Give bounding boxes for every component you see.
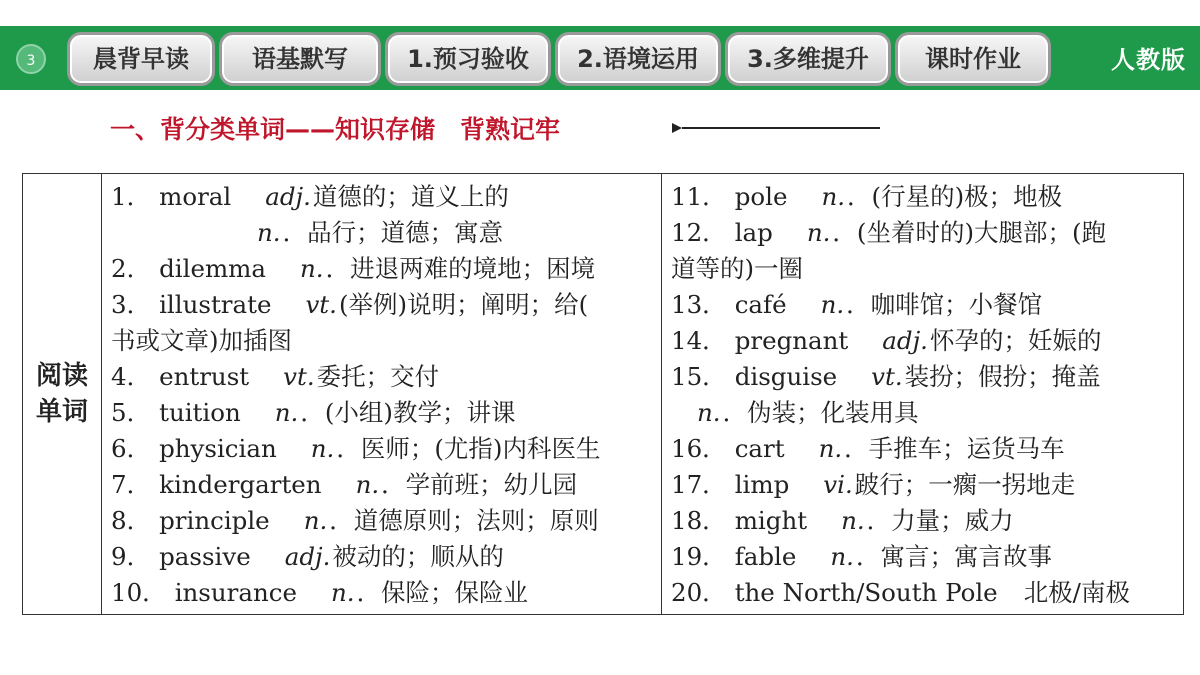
tab-multi-improve[interactable]: 3.多维提升 xyxy=(725,32,891,86)
list-item: 18． might n.．力量；威力 xyxy=(671,506,1014,535)
list-item: 1． moral adj.道德的；道义上的 n.．品行；道德；寓意 xyxy=(111,182,509,247)
list-item: 8． principle n.．道德原则；法则；原则 xyxy=(111,506,599,535)
category-cell xyxy=(23,174,102,615)
list-item: 19． fable n.．寓言；寓言故事 xyxy=(671,542,1052,571)
list-item: 3． illustrate vt.(举例)说明；阐明；给( 书或文章)加插图 xyxy=(111,290,589,355)
tab-morning-reading[interactable]: 晨背早读 xyxy=(67,32,215,86)
tab-homework[interactable]: 课时作业 xyxy=(895,32,1051,86)
tab-basic-dictation[interactable]: 语基默写 xyxy=(219,32,381,86)
brand-label: 人教版 xyxy=(1111,45,1186,74)
list-item: 11． pole n.．(行星的)极；地极 xyxy=(671,182,1063,211)
list-item: 2． dilemma n.．进退两难的境地；困境 xyxy=(111,254,596,283)
list-item: 7． kindergarten n.．学前班；幼儿园 xyxy=(111,470,578,499)
tab-context-use[interactable]: 2.语境运用 xyxy=(555,32,721,86)
list-item: 5． tuition n.．(小组)教学；讲课 xyxy=(111,398,516,427)
vocab-table xyxy=(22,173,1184,615)
list-item: 10． insurance n.．保险；保险业 xyxy=(111,578,529,607)
tab-preview-check[interactable]: 1.预习验收 xyxy=(385,32,551,86)
page-number-badge: 3 xyxy=(16,44,46,74)
list-item: 6． physician n.．医师；(尤指)内科医生 xyxy=(111,434,601,463)
list-item: 12． lap n.．(坐着时的)大腿部；(跑 道等的)一圈 xyxy=(671,218,1107,283)
section-title: 一、背分类单词——知识存储 背熟记牢 xyxy=(110,115,561,144)
list-item: 15． disguise vt.装扮；假扮；掩盖 n.．伪装；化装用具 xyxy=(671,362,1101,427)
category-line-1: 阅读 xyxy=(35,361,88,391)
right-column xyxy=(662,174,1184,615)
left-column xyxy=(102,174,662,615)
list-item: 4． entrust vt.委托；交付 xyxy=(111,362,440,391)
list-item: 13． café n.．咖啡馆；小餐馆 xyxy=(671,290,1043,319)
arrow-line-icon xyxy=(672,120,882,136)
list-item: 20． the North/South Pole 北极/南极 xyxy=(671,578,1130,607)
list-item: 16． cart n.．手推车；运货马车 xyxy=(671,434,1065,463)
list-item: 14． pregnant adj.怀孕的；妊娠的 xyxy=(671,326,1102,355)
list-item: 17． limp vi.跛行；一瘸一拐地走 xyxy=(671,470,1076,499)
category-line-2: 单词 xyxy=(35,397,88,427)
list-item: 9． passive adj.被动的；顺从的 xyxy=(111,542,504,571)
